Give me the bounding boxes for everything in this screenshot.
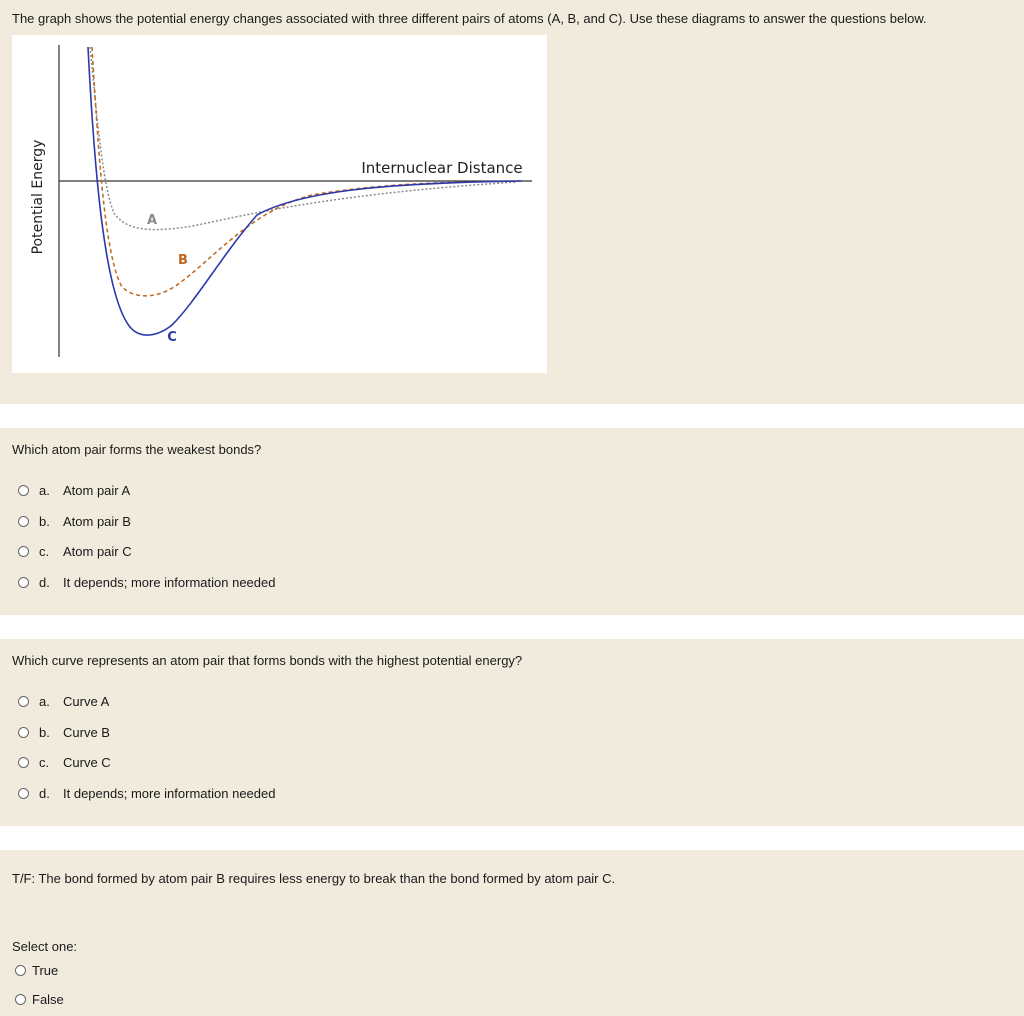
question-1-panel bbox=[0, 428, 1024, 615]
option-text: It depends; more information needed bbox=[63, 786, 276, 801]
option-text: Atom pair C bbox=[63, 544, 132, 559]
radio-button[interactable] bbox=[18, 696, 29, 707]
q1-option-d[interactable] bbox=[18, 575, 275, 590]
potential-energy-graph bbox=[12, 35, 547, 373]
option-text: False bbox=[32, 992, 64, 1007]
q2-option-d[interactable] bbox=[18, 786, 275, 801]
q2-option-c[interactable] bbox=[18, 755, 111, 770]
option-text: True bbox=[32, 963, 59, 978]
q3-option-true[interactable] bbox=[15, 963, 58, 978]
radio-button[interactable] bbox=[18, 546, 29, 557]
option-text: Curve A bbox=[63, 694, 110, 709]
option-letter: d. bbox=[39, 786, 50, 801]
option-text: Curve C bbox=[63, 755, 111, 770]
curve-c-label: C bbox=[167, 330, 177, 345]
option-text: It depends; more information needed bbox=[63, 575, 276, 590]
q3-option-false[interactable] bbox=[15, 992, 64, 1007]
option-letter: d. bbox=[39, 575, 50, 590]
radio-button[interactable] bbox=[15, 994, 26, 1005]
question-2-text: Which curve represents an atom pair that forms bonds with the highest potential energy? bbox=[12, 653, 523, 668]
radio-button[interactable] bbox=[18, 757, 29, 768]
option-text: Atom pair B bbox=[63, 514, 131, 529]
curve-b-label: B bbox=[178, 253, 188, 268]
x-axis-label: Internuclear Distance bbox=[361, 159, 523, 177]
question-3-text: T/F: The bond formed by atom pair B requires less energy to break than the bond formed by atom pair C. bbox=[12, 871, 616, 886]
option-letter: c. bbox=[39, 755, 50, 770]
radio-button[interactable] bbox=[18, 727, 29, 738]
q1-option-a[interactable] bbox=[18, 483, 130, 498]
question-3-panel bbox=[0, 850, 1024, 1016]
option-text: Atom pair A bbox=[63, 483, 131, 498]
select-one-label: Select one: bbox=[12, 939, 78, 954]
y-axis-label: Potential Energy bbox=[30, 139, 46, 255]
radio-button[interactable] bbox=[18, 485, 29, 496]
q1-option-b[interactable] bbox=[18, 514, 131, 529]
q1-option-c[interactable] bbox=[18, 544, 132, 559]
curve-a-label: A bbox=[146, 213, 158, 228]
radio-button[interactable] bbox=[18, 516, 29, 527]
option-letter: a. bbox=[39, 483, 50, 498]
curve-a bbox=[90, 47, 517, 230]
q2-option-a[interactable] bbox=[18, 694, 109, 709]
option-text: Curve B bbox=[63, 725, 110, 740]
option-letter: b. bbox=[39, 514, 50, 529]
radio-button[interactable] bbox=[18, 788, 29, 799]
graph-svg bbox=[12, 35, 547, 373]
curve-c bbox=[88, 47, 522, 335]
q2-option-b[interactable] bbox=[18, 725, 110, 740]
radio-button[interactable] bbox=[18, 577, 29, 588]
radio-button[interactable] bbox=[15, 965, 26, 976]
question-2-panel bbox=[0, 639, 1024, 826]
graph-panel bbox=[0, 0, 1024, 404]
option-letter: a. bbox=[39, 694, 50, 709]
option-letter: c. bbox=[39, 544, 50, 559]
intro-text: The graph shows the potential energy changes associated with three different pairs of atoms (A, B, and C). Use these diagrams to answer the questions below. bbox=[12, 11, 927, 26]
option-letter: b. bbox=[39, 725, 50, 740]
question-1-text: Which atom pair forms the weakest bonds? bbox=[12, 442, 262, 457]
